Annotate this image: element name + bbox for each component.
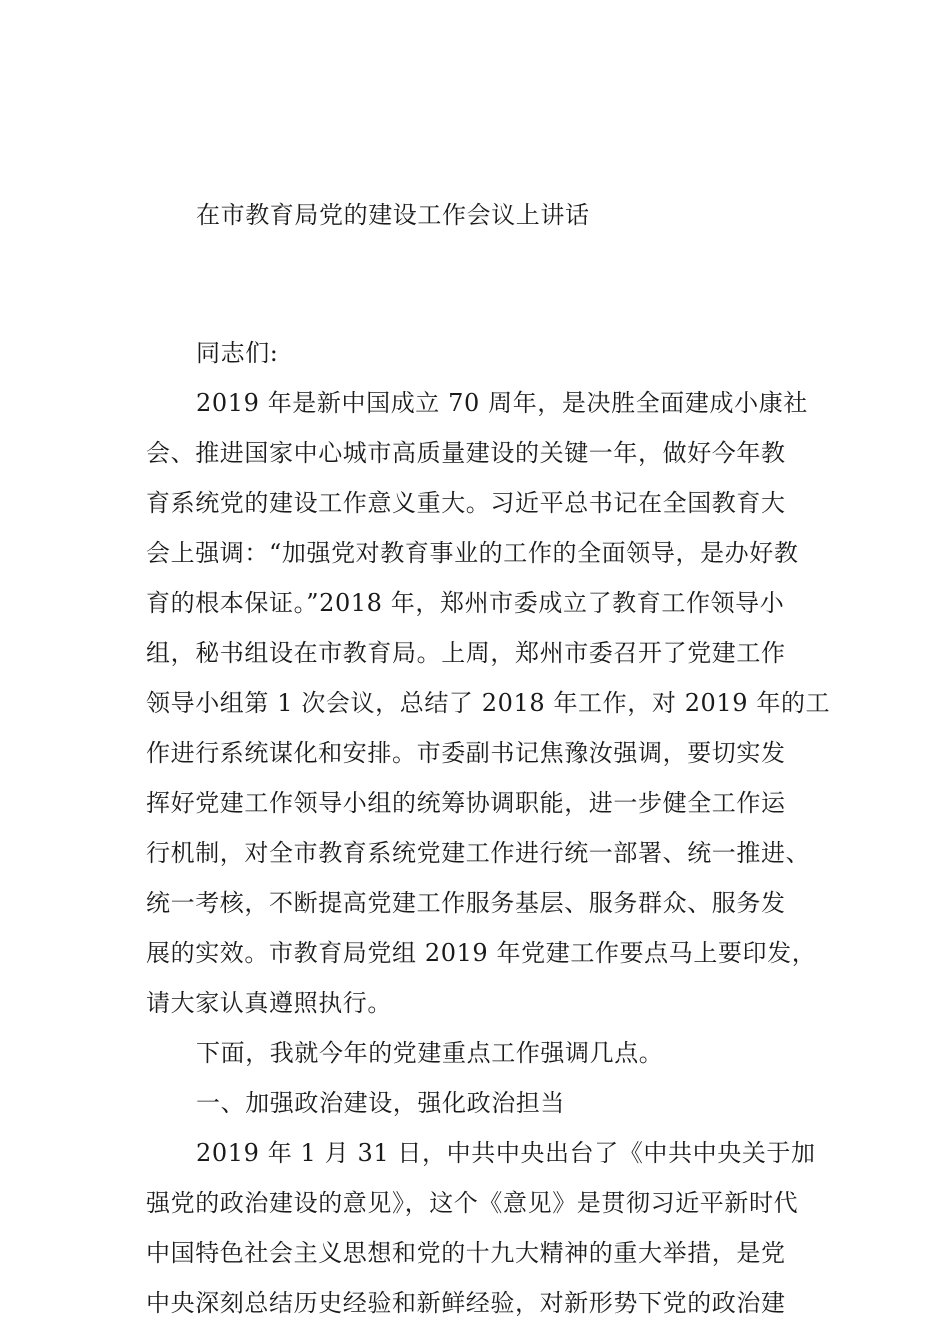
paragraph-line: 育的根本保证。”2018 年，郑州市委成立了教育工作领导小	[146, 589, 785, 617]
paragraph-line: 行机制，对全市教育系统党建工作进行统一部署、统一推进、	[146, 839, 811, 867]
paragraph-line: 会、推进国家中心城市高质量建设的关键一年，做好今年教	[146, 439, 786, 467]
document-title: 在市教育局党的建设工作会议上讲话	[196, 201, 590, 229]
paragraph-line: 组，秘书组设在市教育局。上周，郑州市委召开了党建工作	[146, 639, 786, 667]
paragraph-line: 领导小组第 1 次会议，总结了 2018 年工作，对 2019 年的工	[146, 689, 831, 717]
paragraph-line: 展的实效。市教育局党组 2019 年党建工作要点马上要印发，	[146, 939, 817, 967]
paragraph-line: 作进行系统谋化和安排。市委副书记焦豫汝强调，要切实发	[146, 739, 786, 767]
salutation: 同志们:	[196, 339, 279, 367]
paragraph-line: 强党的政治建设的意见》，这个《意见》是贯彻习近平新时代	[146, 1189, 799, 1217]
paragraph-line: 请大家认真遵照执行。	[146, 989, 392, 1017]
paragraph-line: 会上强调：“加强党对教育事业的工作的全面领导，是办好教	[146, 539, 799, 567]
paragraph-line: 挥好党建工作领导小组的统筹协调职能，进一步健全工作运	[146, 789, 786, 817]
section-heading: 一、加强政治建设，强化政治担当	[196, 1089, 565, 1117]
paragraph-line: 育系统党的建设工作意义重大。习近平总书记在全国教育大	[146, 489, 786, 517]
paragraph-line: 中国特色社会主义思想和党的十九大精神的重大举措，是党	[146, 1239, 786, 1267]
paragraph-line: 统一考核，不断提高党建工作服务基层、服务群众、服务发	[146, 889, 786, 917]
paragraph-line: 2019 年是新中国成立 70 周年，是决胜全面建成小康社	[196, 389, 808, 417]
paragraph-line: 2019 年 1 月 31 日，中共中央出台了《中共中央关于加	[196, 1139, 816, 1167]
paragraph-line: 下面，我就今年的党建重点工作强调几点。	[196, 1039, 664, 1067]
paragraph-line: 中央深刻总结历史经验和新鲜经验，对新形势下党的政治建	[146, 1289, 786, 1317]
